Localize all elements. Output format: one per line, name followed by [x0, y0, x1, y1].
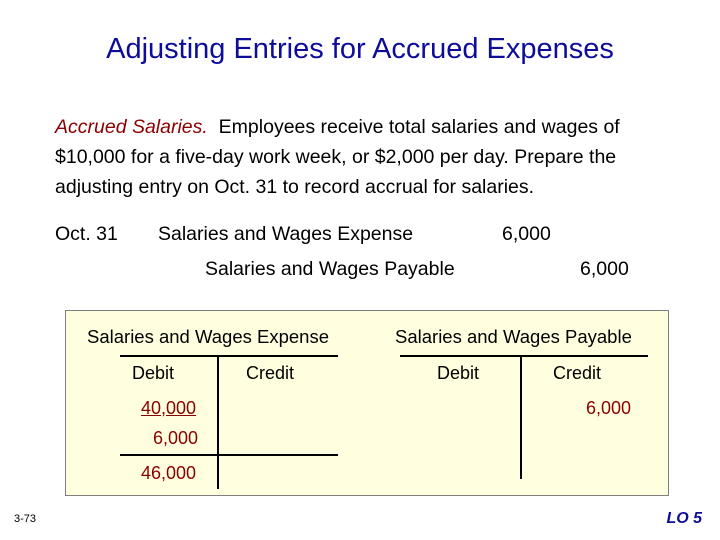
intro-paragraph: [55, 112, 695, 202]
expense-t-top-line: [120, 355, 338, 357]
journal-debit-amount: 6,000: [502, 223, 551, 245]
payable-credit-entry: 6,000: [586, 398, 632, 418]
journal-debit-account: Salaries and Wages Expense: [158, 223, 414, 245]
expense-t-divider: [217, 357, 219, 489]
journal-credit-amount: 6,000: [580, 258, 629, 280]
intro-lead: Accrued Salaries.: [55, 116, 208, 138]
payable-t-divider: [520, 357, 522, 479]
expense-balance: 46,000: [141, 463, 197, 483]
expense-t-account-title: Salaries and Wages Expense: [87, 326, 330, 347]
payable-t-account-title: Salaries and Wages Payable: [395, 326, 632, 347]
learning-objective: LO 5: [666, 510, 702, 527]
t-accounts-panel: [65, 310, 669, 496]
expense-debit-header: Debit: [132, 363, 175, 383]
expense-balance-line: [120, 454, 338, 456]
expense-debit-entry: 40,000: [141, 398, 197, 418]
payable-debit-header: Debit: [437, 363, 480, 383]
journal-credit-account: Salaries and Wages Payable: [205, 258, 455, 280]
intro-body: Employees receive total salaries and wages of $10,000 for a five-day work week, or $2,000 per day. Prepare the adjusting entry on Oct. 31 to record accrual for salaries.: [55, 116, 620, 198]
expense-credit-header: Credit: [246, 363, 295, 383]
expense-debit-entry: 6,000: [153, 428, 199, 448]
slide-title: Adjusting Entries for Accrued Expenses: [106, 33, 614, 65]
payable-t-top-line: [400, 355, 648, 357]
payable-credit-header: Credit: [553, 363, 602, 383]
journal-date: Oct. 31: [55, 223, 118, 245]
slide-number: 3-73: [14, 513, 37, 525]
